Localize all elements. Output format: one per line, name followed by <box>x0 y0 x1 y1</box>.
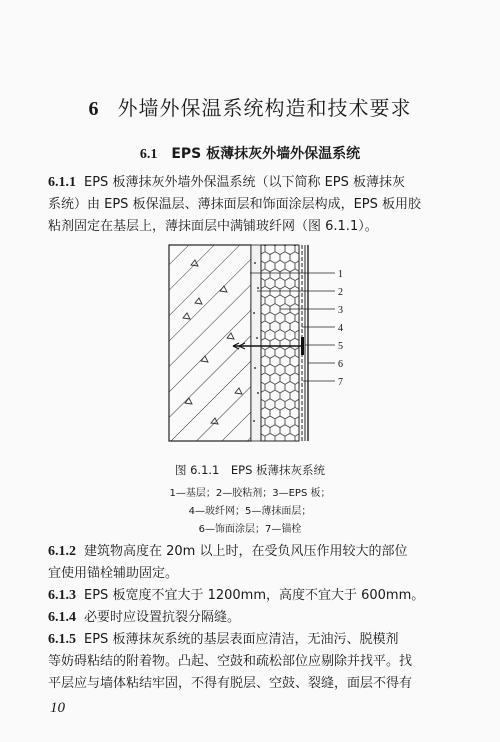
clause-number: 6.1.1 <box>48 175 76 190</box>
clause-number: 6.1.3 <box>48 588 76 603</box>
clause-number: 6.1.4 <box>48 610 76 625</box>
callout-3: 3 <box>338 305 343 316</box>
clause-number: 6.1.5 <box>48 632 76 647</box>
figure-caption: 图 6.1.1 EPS 板薄抹灰系统 <box>174 463 326 477</box>
clause-line: 6.1.4 必要时应设置抗裂分隔缝。 <box>48 610 241 625</box>
chapter-title-text: 外墙外保温系统构造和技术要求 <box>117 96 412 120</box>
callout-1: 1 <box>338 269 343 280</box>
clause-6-1-3 <box>48 585 468 607</box>
eps-board <box>261 245 299 441</box>
figure-legend-line: 1—基层；2—胶粘剂；3—EPS 板； <box>169 488 331 499</box>
figure-legend-line: 4—玻纤网；5—薄抹面层； <box>188 506 312 517</box>
chapter-title <box>0 92 500 121</box>
page-number: 10 <box>50 700 65 716</box>
clause-line: 6.1.3 EPS 板宽度不宜大于 1200mm，高度不宜大于 600mm。 <box>48 588 425 603</box>
clause-line: 平层应与墙体粘结牢固，不得有脱层、空鼓、裂缝，面层不得有 <box>48 676 413 691</box>
clause-6-1-1 <box>48 172 468 238</box>
section-title <box>0 143 500 163</box>
adhesive-layer <box>251 245 261 441</box>
callout-4: 4 <box>338 323 343 334</box>
clause-line: 6.1.2 建筑物高度在 20m 以上时，在受负风压作用较大的部位 <box>48 544 408 559</box>
wall-section-drawing <box>165 243 365 448</box>
section-title-text: EPS 板薄抹灰外墙外保温系统 <box>171 146 361 162</box>
clause-line: 宜使用锚栓辅助固定。 <box>48 566 179 581</box>
clause-line: 等妨碍粘结的附着物。凸起、空鼓和疏松部位应剔除并找平。找 <box>48 654 413 669</box>
clause-line: 6.1.1 EPS 板薄抹灰外墙外保温系统（以下简称 EPS 板薄抹灰 <box>48 175 406 190</box>
clause-number: 6.1.2 <box>48 544 76 559</box>
section-number: 6.1 <box>139 147 158 162</box>
callout-numbers <box>338 269 343 388</box>
callout-2: 2 <box>338 287 343 298</box>
clause-6-1-4 <box>48 607 468 629</box>
callout-5: 5 <box>338 341 343 352</box>
clause-line: 粘剂固定在基层上，薄抹面层中满铺玻纤网（图 6.1.1）。 <box>48 219 378 234</box>
clause-line: 6.1.5 EPS 板薄抹灰系统的基层表面应清洁，无油污、脱模剂 <box>48 632 399 647</box>
figure-legend-line: 6—饰面涂层；7—锚栓 <box>198 524 302 535</box>
callout-7: 7 <box>338 377 343 388</box>
clause-6-1-5 <box>48 629 468 695</box>
figure-eps-wall-section <box>165 243 365 452</box>
callout-6: 6 <box>338 359 343 370</box>
chapter-number: 6 <box>88 98 100 120</box>
clause-line: 系统）由 EPS 板保温层、薄抹面层和饰面涂层构成，EPS 板用胶 <box>48 197 422 212</box>
clause-6-1-2 <box>48 541 468 585</box>
